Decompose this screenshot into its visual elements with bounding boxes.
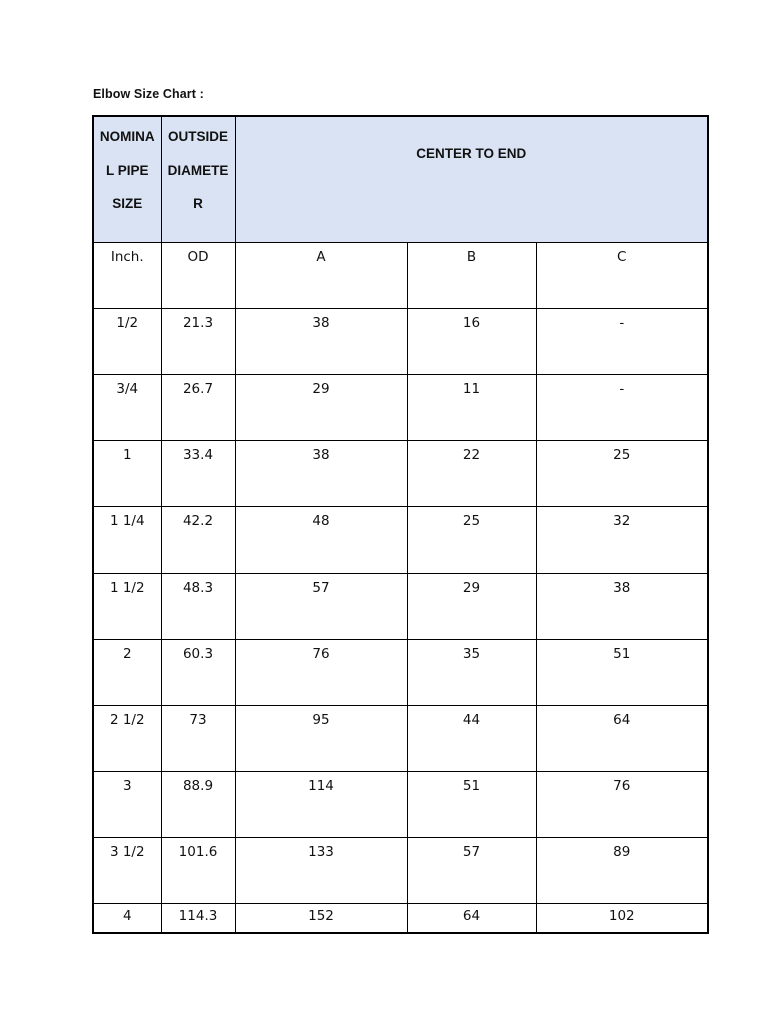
table-row — [93, 507, 708, 573]
cell-b: 29 — [407, 573, 536, 639]
subheader-od: OD — [161, 242, 235, 308]
cell-size: 3 — [93, 772, 161, 838]
cell-c: 51 — [536, 639, 708, 705]
table-row — [93, 904, 708, 933]
cell-a: 114 — [235, 772, 407, 838]
cell-size: 1 1/2 — [93, 573, 161, 639]
table-row — [93, 705, 708, 771]
cell-od: 48.3 — [161, 573, 235, 639]
cell-b: 25 — [407, 507, 536, 573]
cell-b: 16 — [407, 308, 536, 374]
cell-od: 21.3 — [161, 308, 235, 374]
cell-od: 60.3 — [161, 639, 235, 705]
header-center-to-end: CENTER TO END — [235, 116, 708, 242]
cell-a: 29 — [235, 375, 407, 441]
cell-size: 1 — [93, 441, 161, 507]
cell-size: 2 1/2 — [93, 705, 161, 771]
cell-od: 42.2 — [161, 507, 235, 573]
cell-size: 3 1/2 — [93, 838, 161, 904]
cell-size: 2 — [93, 639, 161, 705]
cell-od: 73 — [161, 705, 235, 771]
table-row — [93, 308, 708, 374]
subheader-c: C — [536, 242, 708, 308]
table-row — [93, 573, 708, 639]
table-row — [93, 772, 708, 838]
cell-a: 38 — [235, 441, 407, 507]
cell-a: 95 — [235, 705, 407, 771]
table-row — [93, 838, 708, 904]
document-title: Elbow Size Chart : — [93, 87, 204, 101]
cell-a: 152 — [235, 904, 407, 933]
cell-c: 64 — [536, 705, 708, 771]
cell-c: - — [536, 375, 708, 441]
cell-size: 1/2 — [93, 308, 161, 374]
cell-a: 38 — [235, 308, 407, 374]
cell-b: 22 — [407, 441, 536, 507]
subheader-inch: Inch. — [93, 242, 161, 308]
cell-size: 3/4 — [93, 375, 161, 441]
cell-b: 11 — [407, 375, 536, 441]
elbow-size-table — [92, 115, 709, 934]
header-row — [93, 116, 708, 242]
cell-b: 57 — [407, 838, 536, 904]
table-row — [93, 375, 708, 441]
subheader-row — [93, 242, 708, 308]
cell-a: 57 — [235, 573, 407, 639]
cell-c: - — [536, 308, 708, 374]
header-nominal-pipe-size: NOMINA L PIPE SIZE — [93, 116, 161, 242]
table-row — [93, 441, 708, 507]
cell-a: 133 — [235, 838, 407, 904]
cell-b: 44 — [407, 705, 536, 771]
subheader-a: A — [235, 242, 407, 308]
cell-size: 1 1/4 — [93, 507, 161, 573]
cell-a: 76 — [235, 639, 407, 705]
subheader-b: B — [407, 242, 536, 308]
cell-od: 101.6 — [161, 838, 235, 904]
cell-od: 114.3 — [161, 904, 235, 933]
cell-od: 88.9 — [161, 772, 235, 838]
cell-od: 26.7 — [161, 375, 235, 441]
cell-b: 51 — [407, 772, 536, 838]
cell-c: 89 — [536, 838, 708, 904]
cell-c: 38 — [536, 573, 708, 639]
cell-c: 25 — [536, 441, 708, 507]
cell-c: 76 — [536, 772, 708, 838]
cell-od: 33.4 — [161, 441, 235, 507]
cell-c: 102 — [536, 904, 708, 933]
header-outside-diameter: OUTSIDE DIAMETE R — [161, 116, 235, 242]
cell-a: 48 — [235, 507, 407, 573]
cell-size: 4 — [93, 904, 161, 933]
table-row — [93, 639, 708, 705]
cell-b: 35 — [407, 639, 536, 705]
cell-c: 32 — [536, 507, 708, 573]
cell-b: 64 — [407, 904, 536, 933]
